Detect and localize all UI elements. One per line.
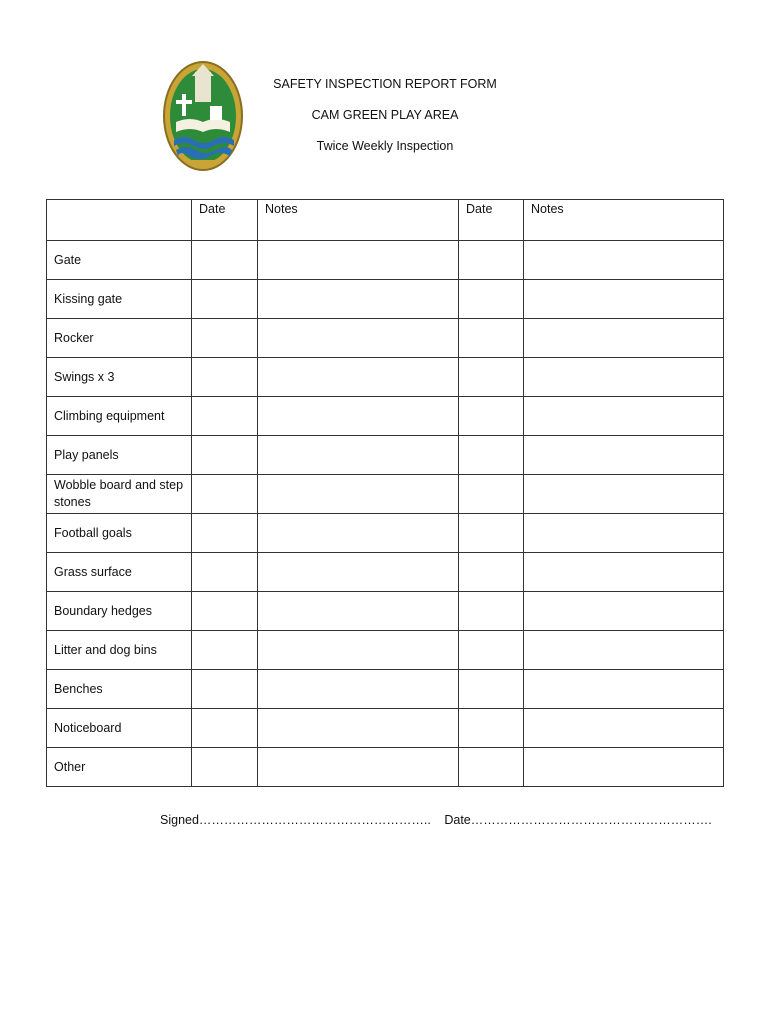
table-header-row <box>47 200 724 241</box>
item-label: Benches <box>47 670 192 709</box>
date-cell-2[interactable] <box>459 553 524 592</box>
notes-cell-2[interactable] <box>524 748 724 787</box>
notes-cell-2[interactable] <box>524 670 724 709</box>
date-field[interactable]: Date…………………………………………………. <box>444 813 712 827</box>
church-school-crest-icon <box>162 60 244 172</box>
notes-cell-2[interactable] <box>524 397 724 436</box>
notes-cell-2[interactable] <box>524 709 724 748</box>
notes-cell-1[interactable] <box>258 514 459 553</box>
notes-cell-2[interactable] <box>524 631 724 670</box>
table-row <box>47 241 724 280</box>
item-label: Play panels <box>47 436 192 475</box>
table-row <box>47 631 724 670</box>
date-cell-2[interactable] <box>459 475 524 514</box>
notes-cell-2[interactable] <box>524 592 724 631</box>
item-label: Gate <box>47 241 192 280</box>
notes-cell-1[interactable] <box>258 748 459 787</box>
date-cell-2[interactable] <box>459 358 524 397</box>
item-label: Noticeboard <box>47 709 192 748</box>
notes-cell-2[interactable] <box>524 241 724 280</box>
date-cell-1[interactable] <box>192 397 258 436</box>
table-row <box>47 475 724 514</box>
table-row <box>47 709 724 748</box>
notes-cell-1[interactable] <box>258 280 459 319</box>
table-row <box>47 280 724 319</box>
date-cell-1[interactable] <box>192 670 258 709</box>
header-date-1: Date <box>192 200 258 241</box>
date-cell-1[interactable] <box>192 592 258 631</box>
notes-cell-1[interactable] <box>258 358 459 397</box>
item-label: Wobble board and step stones <box>47 475 192 514</box>
date-cell-1[interactable] <box>192 241 258 280</box>
date-cell-2[interactable] <box>459 709 524 748</box>
header-notes-1: Notes <box>258 200 459 241</box>
item-label: Climbing equipment <box>47 397 192 436</box>
school-crest-logo <box>162 60 244 172</box>
item-label: Football goals <box>47 514 192 553</box>
item-label: Litter and dog bins <box>47 631 192 670</box>
date-cell-2[interactable] <box>459 631 524 670</box>
header-notes-2: Notes <box>524 200 724 241</box>
date-cell-1[interactable] <box>192 280 258 319</box>
notes-cell-1[interactable] <box>258 475 459 514</box>
date-cell-2[interactable] <box>459 514 524 553</box>
notes-cell-1[interactable] <box>258 553 459 592</box>
date-cell-1[interactable] <box>192 631 258 670</box>
date-cell-2[interactable] <box>459 670 524 709</box>
table-row <box>47 358 724 397</box>
item-label: Rocker <box>47 319 192 358</box>
signature-line <box>160 813 722 827</box>
signed-field[interactable]: Signed……………………………………………….. <box>160 813 431 827</box>
notes-cell-1[interactable] <box>258 397 459 436</box>
date-cell-2[interactable] <box>459 436 524 475</box>
header-item-blank <box>47 200 192 241</box>
date-cell-2[interactable] <box>459 280 524 319</box>
header-date-2: Date <box>459 200 524 241</box>
date-cell-2[interactable] <box>459 748 524 787</box>
item-label: Swings x 3 <box>47 358 192 397</box>
table-row <box>47 670 724 709</box>
notes-cell-1[interactable] <box>258 631 459 670</box>
table-row <box>47 319 724 358</box>
date-cell-1[interactable] <box>192 514 258 553</box>
date-cell-1[interactable] <box>192 748 258 787</box>
table-row <box>47 397 724 436</box>
notes-cell-2[interactable] <box>524 436 724 475</box>
date-cell-1[interactable] <box>192 358 258 397</box>
notes-cell-2[interactable] <box>524 553 724 592</box>
inspection-frequency: Twice Weekly Inspection <box>316 139 454 153</box>
item-label: Other <box>47 748 192 787</box>
form-header <box>260 74 510 167</box>
date-cell-1[interactable] <box>192 436 258 475</box>
date-cell-2[interactable] <box>459 397 524 436</box>
table-row <box>47 553 724 592</box>
notes-cell-2[interactable] <box>524 358 724 397</box>
item-label: Grass surface <box>47 553 192 592</box>
date-cell-1[interactable] <box>192 709 258 748</box>
notes-cell-2[interactable] <box>524 280 724 319</box>
date-cell-2[interactable] <box>459 319 524 358</box>
date-cell-1[interactable] <box>192 553 258 592</box>
notes-cell-2[interactable] <box>524 475 724 514</box>
notes-cell-2[interactable] <box>524 319 724 358</box>
notes-cell-1[interactable] <box>258 436 459 475</box>
notes-cell-1[interactable] <box>258 709 459 748</box>
inspection-table <box>46 199 724 787</box>
notes-cell-1[interactable] <box>258 241 459 280</box>
form-title: SAFETY INSPECTION REPORT FORM <box>273 77 497 91</box>
notes-cell-1[interactable] <box>258 592 459 631</box>
table-row <box>47 592 724 631</box>
table-row <box>47 748 724 787</box>
date-cell-1[interactable] <box>192 319 258 358</box>
notes-cell-2[interactable] <box>524 514 724 553</box>
item-label: Boundary hedges <box>47 592 192 631</box>
date-cell-2[interactable] <box>459 592 524 631</box>
item-label: Kissing gate <box>47 280 192 319</box>
notes-cell-1[interactable] <box>258 670 459 709</box>
date-cell-1[interactable] <box>192 475 258 514</box>
area-name: CAM GREEN PLAY AREA <box>311 108 459 122</box>
date-cell-2[interactable] <box>459 241 524 280</box>
table-row <box>47 514 724 553</box>
table-row <box>47 436 724 475</box>
notes-cell-1[interactable] <box>258 319 459 358</box>
